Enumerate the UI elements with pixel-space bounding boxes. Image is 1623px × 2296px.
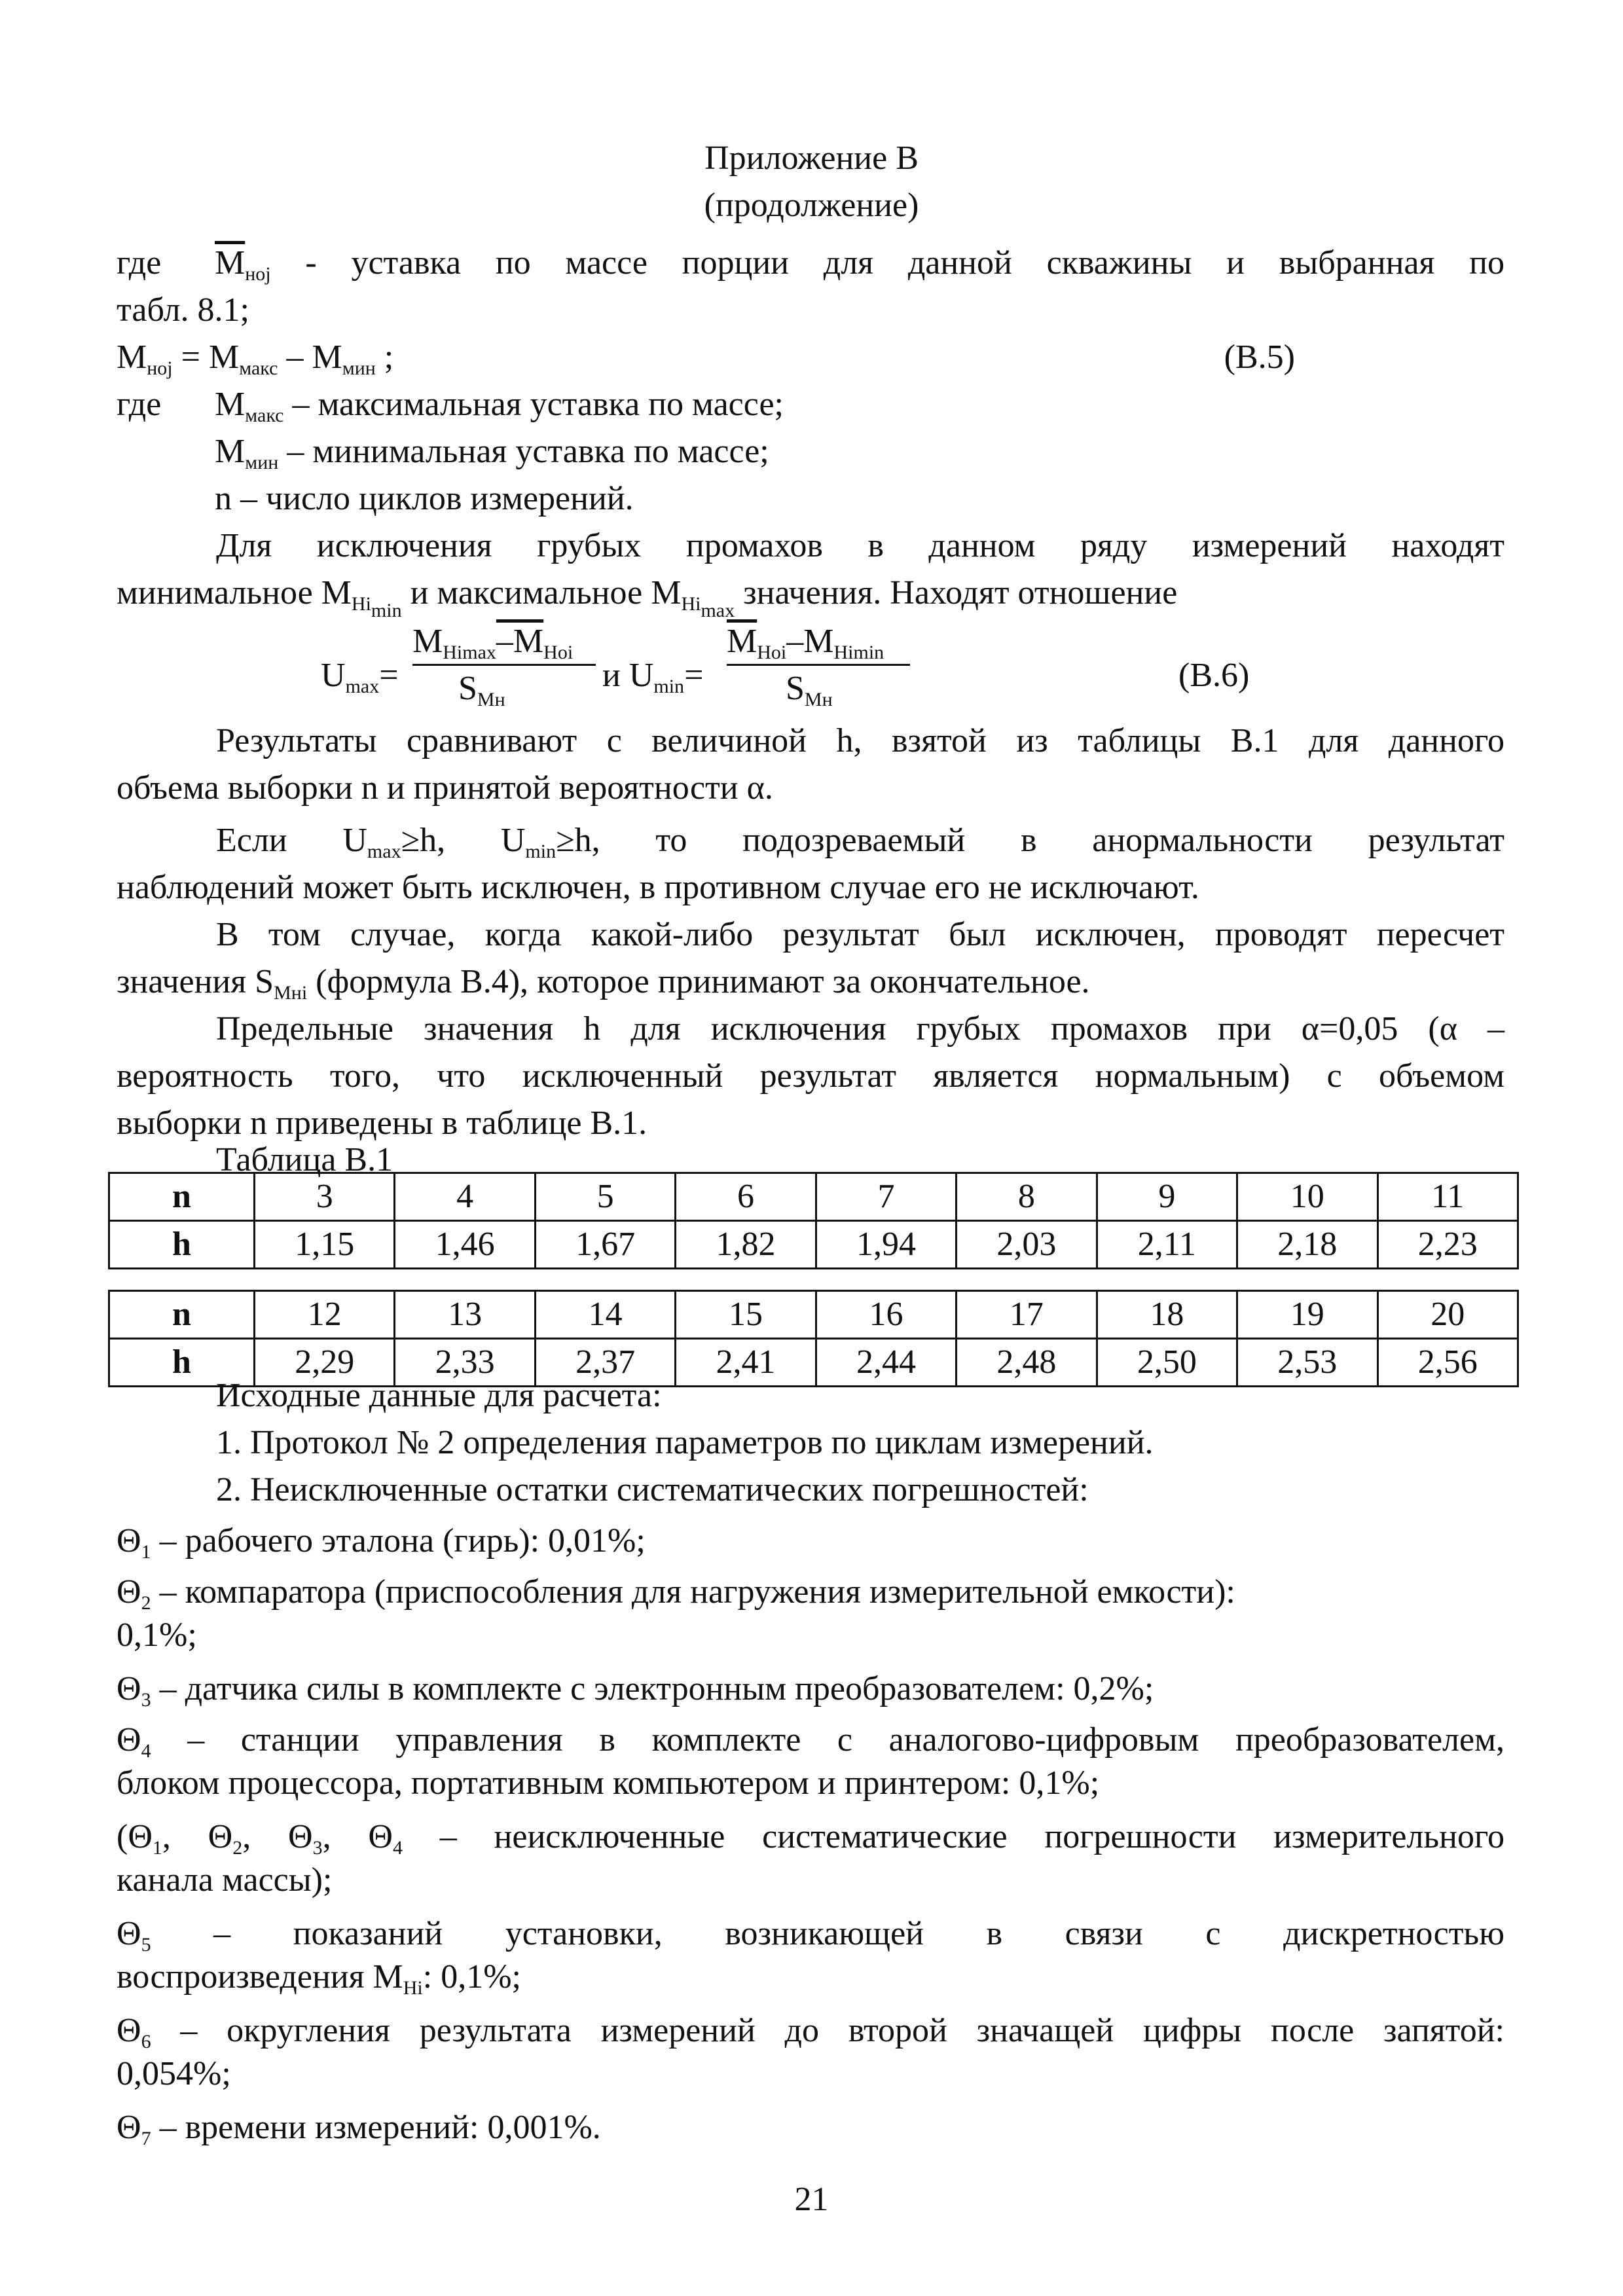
table-cell: 2,11 (1097, 1221, 1237, 1269)
table-cell: 15 (676, 1291, 816, 1339)
source-heading: Исходные данные для расчета: (216, 1377, 662, 1414)
appendix-title: Приложение В (704, 139, 919, 177)
source-item-1: 1. Протокол № 2 определения параметров по циклам измерений. (216, 1424, 1154, 1461)
table-cell: 2,37 (535, 1339, 675, 1387)
table-cell: h (109, 1339, 255, 1387)
para1-line2: табл. 8.1; (117, 291, 249, 329)
appendix-subtitle: (продолжение) (704, 187, 919, 224)
table-cell: 7 (816, 1173, 956, 1221)
theta-2: $\Theta_2$ – компаратора (приспособления для нагружения измерительной емкости): (117, 1573, 1235, 1614)
table-cell: 20 (1377, 1291, 1518, 1339)
table-cell: 9 (1097, 1173, 1237, 1221)
theta-3: $\Theta_3$ – датчика силы в комплекте с электронным преобразователем: 0,2%; (117, 1670, 1154, 1711)
para4-line2: наблюдений может быть исключен, в противном случае его не исключают. (117, 869, 1199, 906)
theta-6: $\Theta_6$ – округления результата измерений до второй значащей цифры после запятой: (117, 2012, 1504, 2052)
table-cell: 2,50 (1097, 1339, 1237, 1387)
table-cell: 6 (676, 1173, 816, 1221)
table-cell: 10 (1237, 1173, 1377, 1221)
def-min: $M_{мин}$ – минимальная уставка по массе; (215, 433, 769, 473)
table-cell: n (109, 1291, 255, 1339)
theta-4: $\Theta_4$ – станции управления в комплекте с аналогово-цифровым преобразователем, (117, 1721, 1504, 1762)
table-cell: 19 (1237, 1291, 1377, 1339)
table-cell: n (109, 1173, 255, 1221)
equation-number-b6: (В.6) (1178, 657, 1250, 694)
table-row (109, 1291, 1518, 1339)
para3-line2: объема выборки n и принятой вероятности α. (117, 769, 773, 807)
table-cell: 1,67 (535, 1221, 675, 1269)
table-cell: 5 (535, 1173, 675, 1221)
theta-5: $\Theta_5$ – показаний установки, возникающей в связи с дискретностью (117, 1915, 1504, 1956)
para3-line1: Результаты сравнивают с величиной h, взятой из таблицы В.1 для данного (216, 722, 1504, 759)
table-row (109, 1173, 1518, 1221)
para1-line1: где $\overline{M}_{нoj}$ - уставка по массе порции для данной скважины и выбранная по (117, 244, 1504, 285)
def-n: n – число циклов измерений. (215, 480, 634, 517)
table-cell: 2,03 (957, 1221, 1097, 1269)
def-max: где $M_{макс}$ – максимальная уставка по массе; (117, 386, 784, 426)
table-cell: h (109, 1221, 255, 1269)
theta-2-cont: 0,1%; (117, 1616, 197, 1654)
table-cell: 16 (816, 1291, 956, 1339)
table-cell: 2,53 (1237, 1339, 1377, 1387)
theta-1: $\Theta_1$ – рабочего эталона (гирь): 0,01%; (117, 1522, 646, 1563)
table-cell: 17 (957, 1291, 1097, 1339)
table-cell: 11 (1377, 1173, 1518, 1221)
para6-line2: вероятность того, что исключенный результат является нормальным) с объемом (117, 1057, 1504, 1095)
table-caption: Таблица В.1 (216, 1141, 393, 1178)
table-cell: 2,23 (1377, 1221, 1518, 1269)
source-item-2: 2. Неисключенные остатки систематических погрешностей: (216, 1471, 1089, 1508)
table-b1-part2 (108, 1290, 1519, 1387)
table-cell: 12 (255, 1291, 395, 1339)
table-cell: 8 (957, 1173, 1097, 1221)
para5-line1: В том случае, когда какой-либо результат был исключен, проводят пересчет (216, 916, 1504, 953)
table-cell: 13 (395, 1291, 535, 1339)
table-cell: 1,82 (676, 1221, 816, 1269)
table-cell: 2,41 (676, 1339, 816, 1387)
table-cell: 2,29 (255, 1339, 395, 1387)
table-cell: 1,15 (255, 1221, 395, 1269)
table-cell: 1,94 (816, 1221, 956, 1269)
para2-line1: Для исключения грубых промахов в данном ряду измерений находят (216, 527, 1504, 564)
para4-line1: Если $U_{max}\ge h$, $U_{min}\ge h$, то подозреваемый в анормальности результат (216, 822, 1504, 862)
page-number: 21 (794, 2181, 829, 2218)
table-cell: 2,48 (957, 1339, 1097, 1387)
table-cell: 14 (535, 1291, 675, 1339)
equation-b6: $U_{max}=$ $M_{Himax}-M_{Hoi}$ $S_{Mн}$ и $U_{min}=$ $\overline{M}_{Hoi}-M_{Himin}$ $S_{Mн}$ (В.6) (0, 622, 1623, 720)
table-cell: 2,44 (816, 1339, 956, 1387)
para6-line3: выборки n приведены в таблице В.1. (117, 1104, 647, 1142)
para2-line2: минимальное $M_{Hi_{min}}$ и максимальное $M_{Hi_{max}}$ значения. Находят отношение (117, 574, 1178, 621)
table-cell: 2,18 (1237, 1221, 1377, 1269)
para6-line1: Предельные значения h для исключения грубых промахов при α=0,05 (α – (216, 1010, 1504, 1048)
table-b1-part1 (108, 1172, 1519, 1269)
table-cell: 4 (395, 1173, 535, 1221)
equation-number-b5: (В.5) (1224, 338, 1295, 376)
equation-b5: $M_{нoj} = M_{макс} - M_{мин}$ ; (В.5) (117, 337, 1295, 378)
para5-line2: значения $S_{Mнi}$ (формула В.4), которое принимают за окончательное. (117, 963, 1090, 1004)
table-cell: 18 (1097, 1291, 1237, 1339)
table-cell: 2,33 (395, 1339, 535, 1387)
table-cell: 2,56 (1377, 1339, 1518, 1387)
theta-7: $\Theta_7$ – времени измерений: 0,001%. (117, 2109, 601, 2149)
table-cell: 1,46 (395, 1221, 535, 1269)
theta-6-cont: 0,054%; (117, 2055, 231, 2092)
table-row (109, 1221, 1518, 1269)
theta-5-cont: воспроизведения $M_{Hi}$: 0,1%; (117, 1958, 521, 1999)
theta-group-cont: канала массы); (117, 1861, 333, 1899)
theta-4-cont: блоком процессора, портативным компьютером и принтером: 0,1%; (117, 1764, 1100, 1802)
theta-group: ($\Theta_1$, $\Theta_2$, $\Theta_3$, $\Theta_4$ – неисключенные систематические погрешности измерительного (117, 1818, 1504, 1859)
table-cell: 3 (255, 1173, 395, 1221)
